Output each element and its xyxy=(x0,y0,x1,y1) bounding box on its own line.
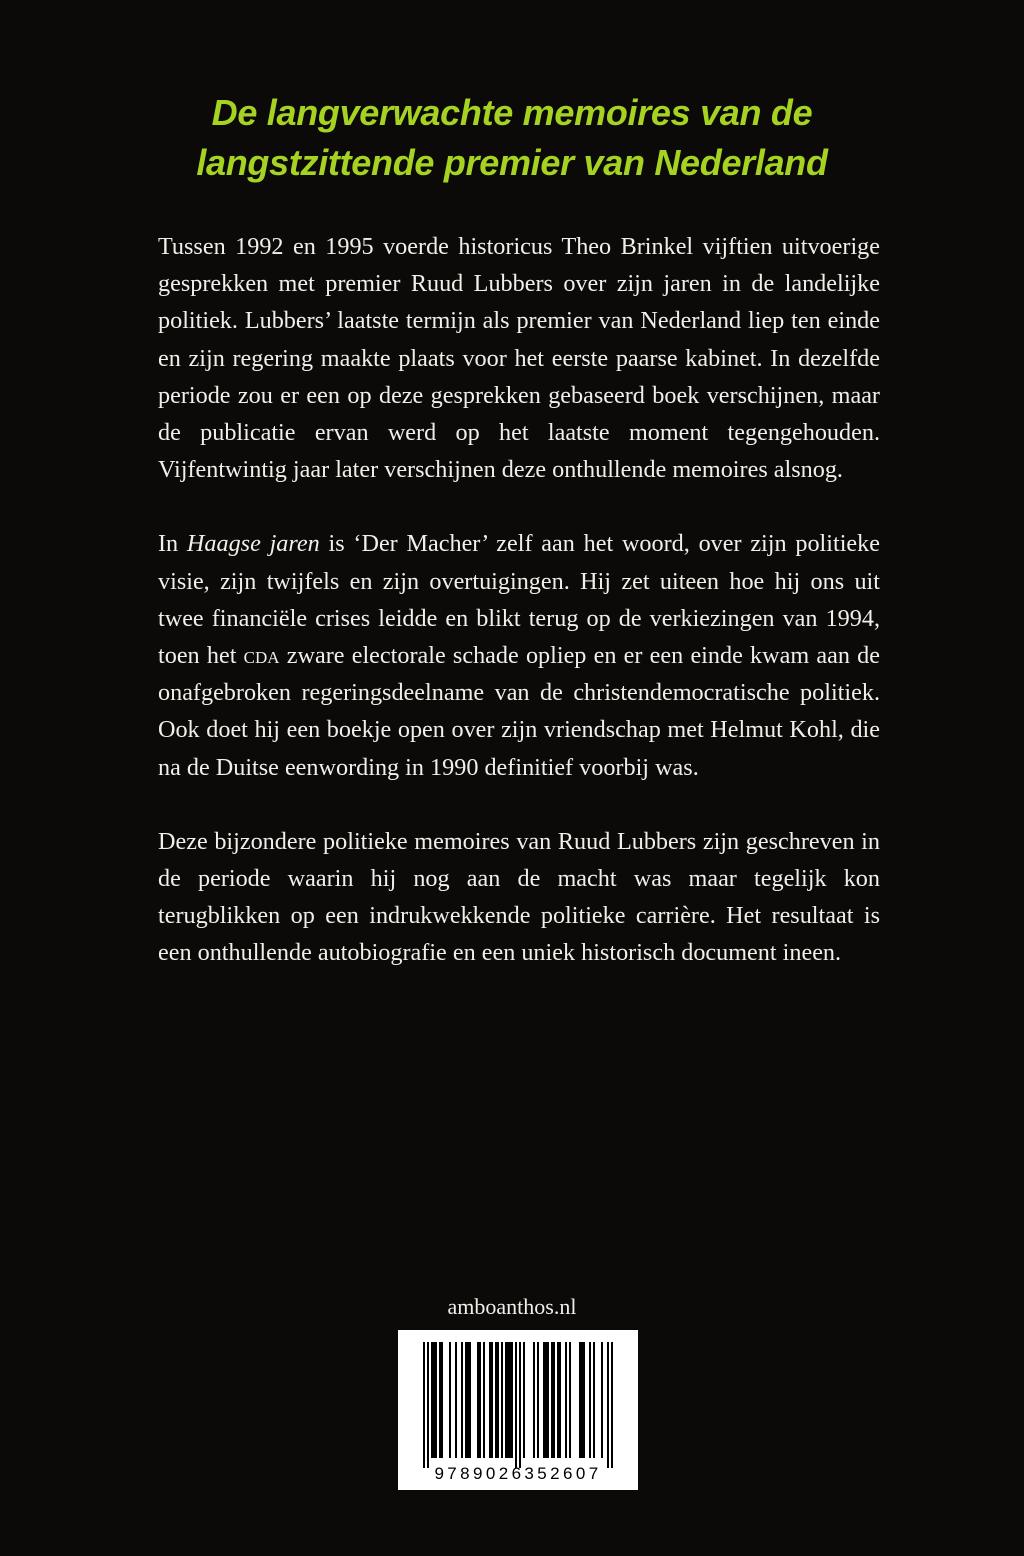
barcode-bar-27 xyxy=(601,1342,603,1458)
tagline-heading xyxy=(80,88,944,188)
barcode-bar-12 xyxy=(501,1342,503,1458)
barcode-bar-14 xyxy=(515,1342,517,1468)
party-abbreviation: cda xyxy=(243,642,280,670)
blurb-paragraph-3: Deze bijzondere politieke memoires van Ruud Lubbers zijn geschreven in de periode waarin hij nog aan de macht was maar tegelijk kon terugblikken op een indrukwekkende politieke carrière. Het resultaat is een onthullende autobiografie en een uniek historisch document ineen. xyxy=(158,827,880,967)
tagline-line-2: langstzittende premier van Nederland xyxy=(196,142,828,183)
barcode-bar-11 xyxy=(495,1342,499,1458)
barcode-bar-2 xyxy=(431,1342,437,1458)
barcode-bar-23 xyxy=(569,1342,571,1458)
barcode-bar-1 xyxy=(427,1342,429,1468)
paragraph-2-middle: is ‘Der Macher’ zelf aan het woord, over zijn politieke visie, zijn twijfels en zijn overtuigingen. Hij zet uiteen hoe hij ons uit twee financiële crises leidde en blikt terug op de verkiezingen van 1994, toen het xyxy=(158,530,880,670)
barcode-bar-22 xyxy=(565,1342,567,1458)
barcode-bar-0 xyxy=(423,1342,425,1468)
barcode-bar-16 xyxy=(523,1342,525,1458)
blurb-paragraph-1: Tussen 1992 en 1995 voerde historicus Theo Brinkel vijftien uitvoerige gesprekken met premier Ruud Lubbers over zijn jaren in de landelijke politiek. Lubbers’ laatste termijn als premier van Nederland liep ten einde en zijn regering maakte plaats voor het eerste paarse kabinet. In dezelfde periode zou er een op deze gesprekken gebaseerd boek verschijnen, maar de publicatie ervan werd op het laatste moment tegengehouden. Vijfentwintig jaar later verschijnen deze onthullende memoires alsnog. xyxy=(158,233,880,484)
barcode-bar-15 xyxy=(519,1342,521,1468)
barcode-bar-6 xyxy=(461,1342,463,1458)
barcode-bar-8 xyxy=(477,1342,481,1458)
isbn-barcode xyxy=(398,1330,638,1490)
book-title-italic: Haagse jaren xyxy=(186,530,320,558)
barcode-bar-25 xyxy=(589,1342,591,1458)
barcode-bar-10 xyxy=(489,1342,493,1458)
paragraph-2-intro: In xyxy=(158,530,187,558)
tagline-line-1: De langverwachte memoires van de xyxy=(211,92,813,133)
barcode-bar-28 xyxy=(607,1342,609,1468)
barcode-bar-17 xyxy=(533,1342,535,1458)
barcode-bar-5 xyxy=(455,1342,457,1458)
blurb-text xyxy=(158,228,880,972)
barcode-bar-19 xyxy=(543,1342,549,1458)
paragraph-2-end: zware electorale schade opliep en er een einde kwam aan de onafgebroken regeringsdeelname van de christendemocratische politiek. Ook doet hij een boekje open over zijn vriendschap met Helmut Kohl, die na de Duitse eenwording in 1990 definitief voorbij was. xyxy=(158,642,880,781)
publisher-website: amboanthos.nl xyxy=(447,1294,577,1319)
barcode-bar-20 xyxy=(551,1342,555,1458)
barcode-bar-4 xyxy=(449,1342,451,1458)
barcode-bar-7 xyxy=(465,1342,471,1458)
barcode-bar-24 xyxy=(579,1342,585,1458)
barcode-bar-18 xyxy=(537,1342,539,1458)
barcode-bar-9 xyxy=(483,1342,485,1458)
barcode-bar-3 xyxy=(439,1342,443,1458)
isbn-number: 9789026352607 xyxy=(434,1464,602,1483)
barcode-bar-21 xyxy=(557,1342,561,1458)
barcode-bar-29 xyxy=(611,1342,613,1468)
barcode-bar-13 xyxy=(505,1342,513,1458)
blurb-paragraph-2 xyxy=(158,525,880,785)
barcode-bar-26 xyxy=(593,1342,595,1458)
